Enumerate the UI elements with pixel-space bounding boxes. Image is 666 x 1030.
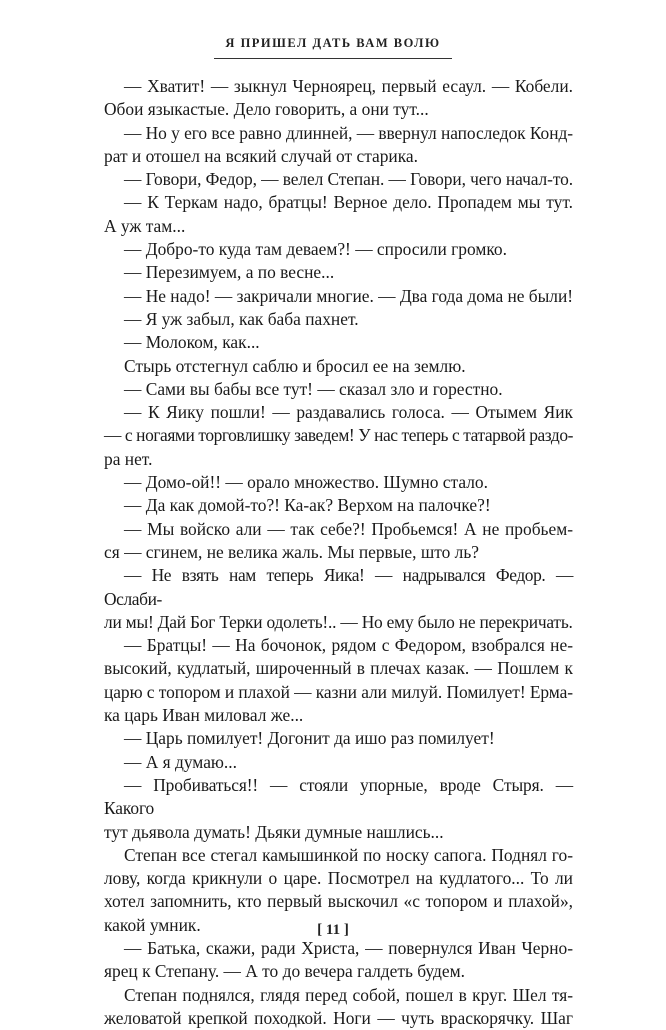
text-line: — Мы войско али — так себе?! Пробьемся! А не пробьем-	[124, 518, 573, 539]
text-line: Обои языкастые. Дело говорить, а они тут...	[104, 99, 429, 120]
running-head: Я ПРИШЕЛ ДАТЬ ВАМ ВОЛЮ	[225, 36, 441, 50]
text-line: ярец к Степану. — А то до вечера галдеть будем.	[104, 961, 465, 982]
text-line: рат и отошел на всякий случай от старика.	[104, 145, 418, 166]
text-line: — Да как домой-то?! Ка-ак? Верхом на палочке?!	[124, 495, 491, 516]
text-line: ка царь Иван миловал же...	[104, 705, 304, 726]
text-line: — Добро-то куда там деваем?! — спросили громко.	[124, 239, 507, 260]
text-line: — Молоком, как...	[124, 332, 260, 353]
text-line: — А я думаю...	[124, 751, 237, 772]
text-line: — К Теркам надо, братцы! Верное дело. Пропадем мы тут.	[124, 192, 573, 213]
text-line: высокий, кудлатый, широченный в плечах казак. — Пошлем к	[104, 658, 573, 679]
text-line: — Хватит! — зыкнул Черноярец, первый есаул. — Кобели.	[124, 76, 573, 96]
text-line: царю с топором и плахой — казни али милуй. Помилует! Ерма-	[104, 681, 574, 702]
text-line: — Батька, скажи, ради Христа, — повернулся Иван Черно-	[124, 937, 573, 958]
text-line: — Домо-ой!! — орало множество. Шумно стало.	[124, 472, 488, 493]
text-line: — Но у его все равно длинней, — ввернул напоследок Конд-	[124, 122, 573, 143]
text-line: лову, когда крикнули о царе. Посмотрел на кудлатого... То ли	[104, 868, 573, 889]
text-line: какой умник.	[104, 914, 201, 935]
text-line: — Не взять нам теперь Яика! — надрывался Федор. — Ослаби-	[104, 565, 573, 609]
text-line: ра нет.	[104, 448, 153, 469]
text-line: ли мы! Дай Бог Терки одолеть!.. — Но ему было не перекричать.	[104, 611, 573, 632]
text-line: А уж там...	[104, 215, 186, 236]
text-line: — Пробиваться!! — стояли упорные, вроде Стыря. — Какого	[104, 774, 573, 819]
text-line: — Перезимуем, а по весне...	[124, 262, 335, 283]
body-text	[104, 75, 573, 1030]
text-line: — Братцы! — На бочонок, рядом с Федором, взобрался не-	[124, 635, 573, 656]
text-line: Степан все стегал камышинкой по носку сапога. Поднял го-	[124, 844, 573, 865]
text-line: — К Яику пошли! — раздавались голоса. — Отымем Яик	[124, 402, 573, 423]
text-line: желоватой крепкой походкой. Ноги — чуть враскорячку. Шаг	[104, 1007, 573, 1028]
text-line: ся — сгинем, не велика жаль. Мы первые, што ль?	[104, 541, 479, 562]
text-line: — Не надо! — закричали многие. — Два года дома не были!	[124, 285, 574, 306]
text-line: Стырь отстегнул саблю и бросил ее на землю.	[124, 355, 466, 376]
header-rule	[214, 58, 452, 59]
text-line: хотел запомнить, кто первый выскочил «с топором и плахой»,	[104, 891, 573, 912]
text-line: — Царь помилует! Догонит да ишо раз помилует!	[124, 728, 495, 749]
text-line: Степан поднялся, глядя перед собой, пошел в круг. Шел тя-	[124, 984, 573, 1005]
text-line: — Сами вы бабы все тут! — сказал зло и горестно.	[124, 378, 503, 399]
text-line: — Говори, Федор, — велел Степан. — Говори, чего начал-то.	[124, 169, 573, 190]
page-number: [ 11 ]	[317, 922, 349, 938]
text-line: тут дьявола думать! Дьяки думные нашлись...	[104, 821, 444, 842]
text-line: — Я уж забыл, как баба пахнет.	[124, 308, 359, 329]
text-line: — с ногаями торговлишку заведем! У нас теперь с татарвой раздо-	[104, 425, 573, 446]
